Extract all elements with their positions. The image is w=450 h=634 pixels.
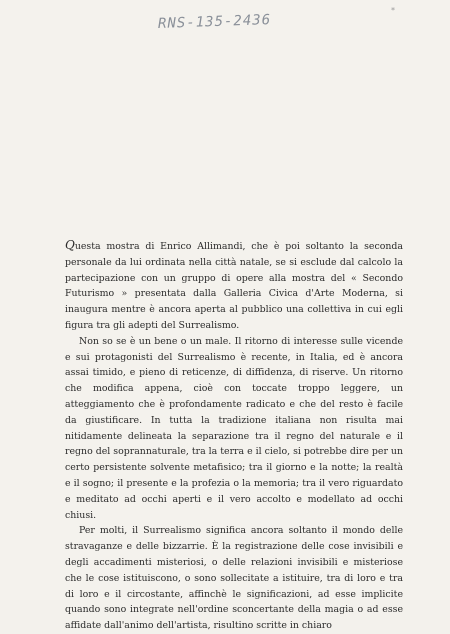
initial-letter: Q	[65, 238, 75, 252]
paragraph-3: Per molti, il Surrealismo significa ancora soltanto il mondo delle stravaganze e delle bizzarrie. È la registrazione delle cose invisibili e degli accadimenti misteriosi, o delle relazioni invisibili e misteriose che le cose istituiscono, o sono sollecitate a istituire, tra di loro e tra di loro e il circostante, affinchè le significazioni, ad esse implicite quando sono integrate nell'ordine sconcertante della magia o ad esse affidate dall'animo dell'artista, risultino scritte in chiaro	[65, 525, 403, 632]
paragraph-1	[65, 238, 403, 334]
essay-text	[65, 238, 403, 634]
corner-mark: *	[391, 6, 395, 15]
paragraph-1-text: uesta mostra di Enrico Allimandi, che è poi soltanto la seconda personale da lui ordinata nella città natale, se si esclude dal calcolo la partecipazione con un gruppo di opere alla mostra del « Secondo Futurismo » presentata dalla Galleria Civica d'Arte Moderna, si inaugura mentre è ancora aperta al pubblico una collettiva in cui egli figura tra gli adepti del Surrealismo.	[65, 241, 403, 331]
handwritten-inventory-note: RNS-135-2436	[157, 12, 272, 32]
paragraph-2: Non so se è un bene o un male. Il ritorno di interesse sulle vicende e sui protagonisti del Surrealismo è recente, in Italia, ed è ancora assai timido, e pieno di reticenze, di diffidenza, di riserve. Un ritorno che modifica appena, cioè con toccate troppo leggere, un atteggiamento che è profondamente radicato e che del resto è facile da giustificare. In tutta la tradizione italiana non risulta mai nitidamente delineata la separazione tra il regno del naturale e il regno del soprannaturale, tra la terra e il cielo, si potrebbe dire per un certo persistente solvente metafisico; tra il giorno e la notte; la realtà e il sogno; il presente e la profezia o la memoria; tra il vero riguardato e meditato ad occhi aperti e il vero accolto e modellato ad occhi chiusi.	[65, 335, 403, 521]
